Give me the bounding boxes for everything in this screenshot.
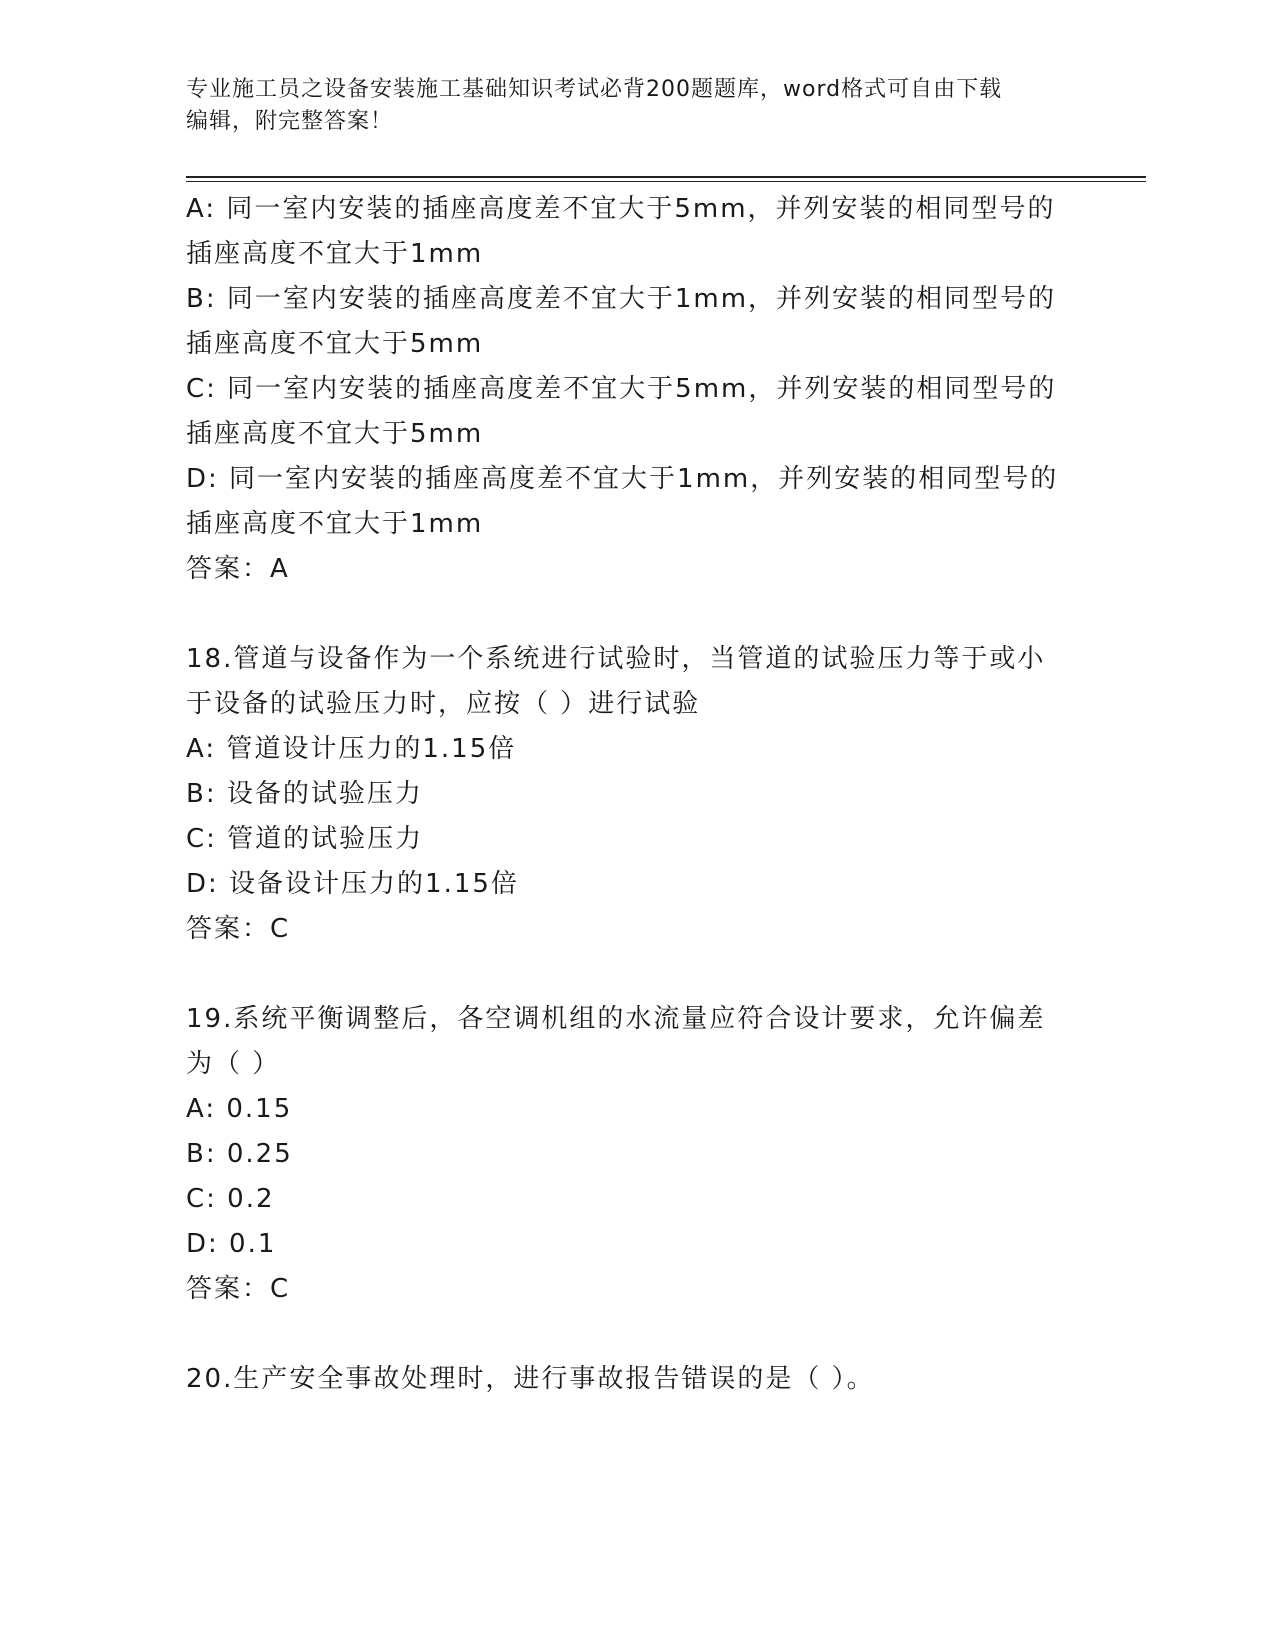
q18-answer: 答案：C — [186, 914, 291, 944]
document-header — [186, 74, 1086, 138]
q17-answer: 答案：A — [186, 554, 290, 584]
header-title-line2: 编辑，附完整答案！ — [186, 109, 394, 134]
q18-question-line2: 于设备的试验压力时，应按（ ）进行试验 — [186, 689, 701, 719]
q19-answer: 答案：C — [186, 1274, 291, 1304]
header-divider-thin — [186, 181, 1146, 182]
header-divider-thick — [186, 176, 1146, 178]
q17-option-c-line1: C: 同一室内安装的插座高度差不宜大于5mm，并列安装的相同型号的 — [186, 374, 1057, 404]
q17-option-c-line2: 插座高度不宜大于5mm — [186, 419, 484, 449]
q18-option-d: D: 设备设计压力的1.15倍 — [186, 869, 519, 899]
q17-option-a-line1: A: 同一室内安装的插座高度差不宜大于5mm，并列安装的相同型号的 — [186, 194, 1056, 224]
q17-option-b-line2: 插座高度不宜大于5mm — [186, 329, 484, 359]
q17-option-a-line2: 插座高度不宜大于1mm — [186, 239, 484, 269]
q19-question-line2: 为（ ） — [186, 1049, 281, 1079]
q17-option-d-line2: 插座高度不宜大于1mm — [186, 509, 484, 539]
q17-option-d-line1: D: 同一室内安装的插座高度差不宜大于1mm，并列安装的相同型号的 — [186, 464, 1059, 494]
q18-option-b: B: 设备的试验压力 — [186, 779, 423, 809]
q20-question-line1: 20.生产安全事故处理时，进行事故报告错误的是（ ）。 — [186, 1364, 875, 1394]
q18-option-a: A: 管道设计压力的1.15倍 — [186, 734, 517, 764]
q17-option-b-line1: B: 同一室内安装的插座高度差不宜大于1mm，并列安装的相同型号的 — [186, 284, 1057, 314]
q19-option-d: D: 0.1 — [186, 1229, 277, 1259]
header-title-line1: 专业施工员之设备安装施工基础知识考试必背200题题库，word格式可自由下载 — [186, 77, 1003, 102]
q19-question-line1: 19.系统平衡调整后，各空调机组的水流量应符合设计要求，允许偏差 — [186, 1004, 1046, 1034]
q18-option-c: C: 管道的试验压力 — [186, 824, 424, 854]
q18-question-line1: 18.管道与设备作为一个系统进行试验时，当管道的试验压力等于或小 — [186, 644, 1046, 674]
q19-option-b: B: 0.25 — [186, 1139, 293, 1169]
q19-option-c: C: 0.2 — [186, 1184, 275, 1214]
q19-option-a: A: 0.15 — [186, 1094, 293, 1124]
